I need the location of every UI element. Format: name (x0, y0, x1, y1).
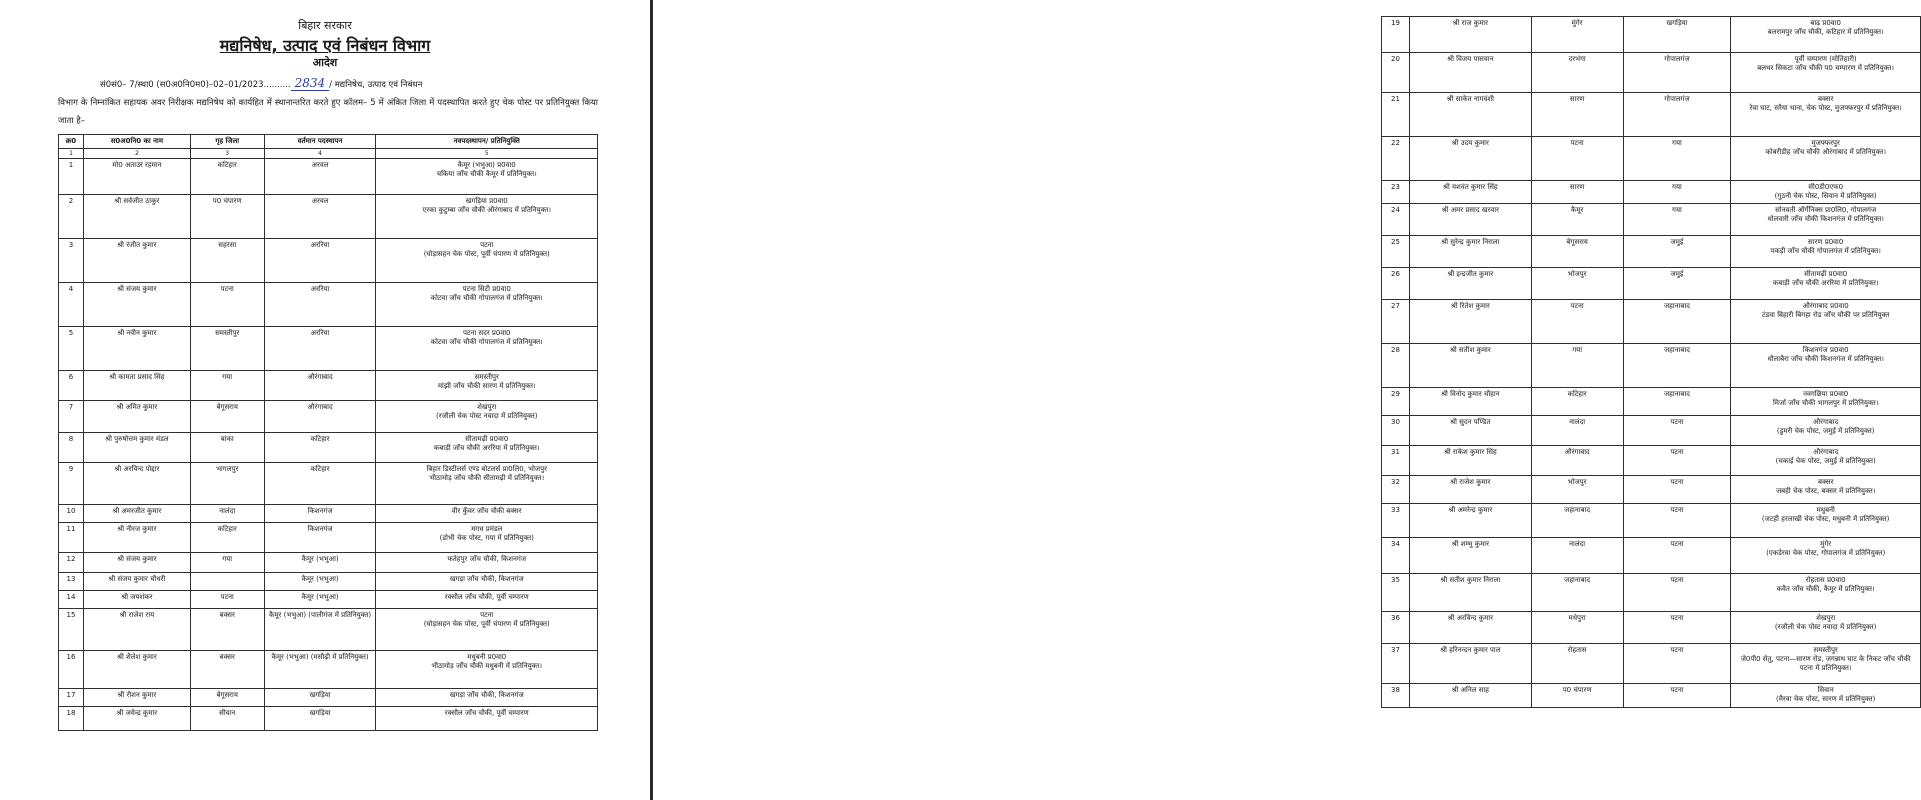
table-row (59, 609, 598, 651)
table-row (1382, 236, 1921, 268)
cell-new-posting: रोहतास प्र0वा0 कवैत जाँच चौकी, कैमूर में प्रतिनियुक्त। (1731, 574, 1921, 612)
table-row (1382, 17, 1921, 53)
table-row (59, 573, 598, 591)
cell-current-posting: पटना (1623, 476, 1731, 504)
cell-name: श्री सुरेन्द्र कुमार निराला (1409, 236, 1531, 268)
cell-serial: 15 (59, 609, 84, 651)
table-row (1382, 538, 1921, 574)
cell-serial: 22 (1382, 137, 1410, 181)
cell-serial: 28 (1382, 344, 1410, 388)
table-row (1382, 388, 1921, 416)
cell-current-posting: जमुई (1623, 268, 1731, 300)
cell-new-posting: समस्तीपुर मांझी जाँच चौकी सारण में प्रतिनियुक्त। (376, 371, 598, 401)
cell-name: श्री रितेश कुमार (1409, 300, 1531, 344)
cell-current-posting: पटना (1623, 684, 1731, 708)
cell-new-posting: सीतामढ़ी प्र0वा0 कबाड़ी जाँच चौकी अररिया में प्रतिनियुक्त। (376, 433, 598, 463)
cell-home-district: नालंदा (1531, 538, 1623, 574)
cell-current-posting: खगड़िया (1623, 17, 1731, 53)
cell-current-posting: कैमूर (भभुआ) (264, 573, 376, 591)
cell-home-district: प0 चंपारण (1531, 684, 1623, 708)
table-row (59, 707, 598, 731)
cell-name: श्री अनिल साह (1409, 684, 1531, 708)
cell-current-posting: खगड़िया (264, 689, 376, 707)
cell-home-district: भोजपुर (1531, 476, 1623, 504)
cell-name: श्री अमित कुमार (83, 401, 190, 433)
table-row (59, 327, 598, 371)
page-divider (650, 0, 653, 800)
right-document-page (655, 0, 1911, 800)
cell-new-posting: खगड़ा जाँच चौकी, किशनगंज (376, 573, 598, 591)
cell-name: श्री जयशंकर (83, 591, 190, 609)
cell-home-district: जहानाबाद (1531, 504, 1623, 538)
cell-serial: 12 (59, 553, 84, 573)
cell-home-district: गया (1531, 344, 1623, 388)
cell-home-district: कैमूर (1531, 204, 1623, 236)
cell-serial: 4 (59, 283, 84, 327)
cell-current-posting: जहानाबाद (1623, 388, 1731, 416)
cell-current-posting: कैमूर (भभुआ) (264, 591, 376, 609)
cell-serial: 20 (1382, 53, 1410, 93)
cell-home-district: बक्सर (190, 609, 264, 651)
cell-home-district: समस्तीपुर (190, 327, 264, 371)
cell-current-posting: पटना (1623, 538, 1731, 574)
cell-current-posting: कटिहार (264, 463, 376, 505)
cell-serial: 25 (1382, 236, 1410, 268)
cell-new-posting: मधुबनी (जटही हरलाखी चेक पोस्ट, मधुबनी में प्रतिनियुक्त) (1731, 504, 1921, 538)
cell-home-district: रोहतास (1531, 644, 1623, 684)
table-row (1382, 268, 1921, 300)
cell-new-posting: पटना (घोड़ासहन चेक पोस्ट, पूर्वी चंपारण में प्रतिनियुक्त) (376, 239, 598, 283)
cell-current-posting: गया (1623, 137, 1731, 181)
cell-serial: 32 (1382, 476, 1410, 504)
table-row (1382, 300, 1921, 344)
cell-home-district: सारण (1531, 93, 1623, 137)
cell-serial: 27 (1382, 300, 1410, 344)
cell-name: श्री अरविन्द पोद्दार (83, 463, 190, 505)
cell-serial: 10 (59, 505, 84, 523)
cell-serial: 36 (1382, 612, 1410, 644)
table-row (59, 463, 598, 505)
cell-current-posting: औरंगाबाद (264, 371, 376, 401)
cell-serial: 16 (59, 651, 84, 689)
cell-new-posting: किशनगंज प्र0वा0 धौलाबैरा जाँच चौकी किशनगंज में प्रतिनियुक्त। (1731, 344, 1921, 388)
cell-home-district: बक्सर (190, 651, 264, 689)
cell-name: श्री अरविन्द कुमार (1409, 612, 1531, 644)
cell-home-district: बांका (190, 433, 264, 463)
cell-serial: 24 (1382, 204, 1410, 236)
cell-home-district: कटिहार (1531, 388, 1623, 416)
cell-current-posting: जहानाबाद (1623, 344, 1731, 388)
table-row (1382, 53, 1921, 93)
cell-new-posting: औरंगाबाद (डुमरी चेक पोस्ट, जमुई में प्रतिनियुक्त) (1731, 416, 1921, 446)
table-row (59, 401, 598, 433)
col-header-name: स0अ0नि0 का नाम (83, 135, 190, 149)
cell-name: श्री शम्भु कुमार (1409, 538, 1531, 574)
cell-name: श्री राजेश राय (83, 609, 190, 651)
cell-serial: 31 (1382, 446, 1410, 476)
cell-name: श्री नवीन कुमार (83, 327, 190, 371)
government-heading: बिहार सरकार (298, 19, 352, 32)
cell-home-district: नालंदा (190, 505, 264, 523)
cell-new-posting: पटना सिटी प्र0वा0 कोटवा जाँच चौकी गोपालगंज में प्रतिनियुक्त। (376, 283, 598, 327)
table-row (59, 239, 598, 283)
cell-serial: 14 (59, 591, 84, 609)
cell-name: श्री शैलेश कुमार (83, 651, 190, 689)
cell-serial: 37 (1382, 644, 1410, 684)
cell-serial: 2 (59, 195, 84, 239)
cell-current-posting: कटिहार (264, 433, 376, 463)
cell-current-posting: गोपालगंज (1623, 93, 1731, 137)
cell-new-posting: शेखपुरा (रजौली चेक पोस्ट नवादा में प्रतिनियुक्त) (1731, 612, 1921, 644)
cell-new-posting: मधुबनी प्र0वा0 भीठामोड़ जाँच चौकी मधुबनी में प्रतिनियुक्त। (376, 651, 598, 689)
cell-new-posting: कैमूर (भभुआ) प्र0वा0 चकिया जाँच चौकी कैमूर में प्रतिनियुक्त। (376, 159, 598, 195)
cell-home-district: भागलपुर (190, 463, 264, 505)
cell-serial: 18 (59, 707, 84, 731)
cell-name: श्री सतीश कुमार (1409, 344, 1531, 388)
cell-new-posting: खगड़ा जाँच चौकी, किशनगंज (376, 689, 598, 707)
cell-home-district: गया (190, 553, 264, 573)
col-index: 5 (376, 149, 598, 159)
cell-current-posting: अरवल (264, 195, 376, 239)
cell-new-posting: रक्सौल जाँच चौकी, पूर्वी चम्पारण (376, 707, 598, 731)
cell-name: श्री राज कुमार (1409, 17, 1531, 53)
cell-new-posting: वीर कुँवर जाँच चौकी बक्सर (376, 505, 598, 523)
cell-new-posting: पटना सदर प्र0वा0 कोटवा जाँच चौकी गोपालगंज में प्रतिनियुक्त। (376, 327, 598, 371)
cell-name: श्री राकेश कुमार सिंह (1409, 446, 1531, 476)
cell-name: श्री अमरजीत कुमार (83, 505, 190, 523)
reference-prefix: सं0सं0– 7/स्था0 (स0अ0नि0म0)–02–01/2023.......... (100, 80, 291, 90)
left-document-page (0, 0, 650, 800)
cell-new-posting: बिहार डिस्टीलर्स एण्ड बोटलर्स प्रा0लि0, भोजपुर भीठामोड़ जाँच चौकी सीतामढ़ी में प्रतिनियुक्त। (376, 463, 598, 505)
cell-current-posting: पटना (1623, 644, 1731, 684)
column-index-row (59, 149, 598, 159)
cell-current-posting: जहानाबाद (1623, 300, 1731, 344)
cell-serial: 26 (1382, 268, 1410, 300)
cell-home-district: पटना (1531, 300, 1623, 344)
cell-serial: 29 (1382, 388, 1410, 416)
cell-name: श्री कामता प्रसाद सिंह (83, 371, 190, 401)
cell-new-posting: पटना (घोड़ासहन चेक पोस्ट, पूर्वी चंपारण में प्रतिनियुक्त) (376, 609, 598, 651)
cell-home-district: प0 चंपारण (190, 195, 264, 239)
cell-home-district: पटना (190, 591, 264, 609)
cell-name: श्री हरिनन्दन कुमार पाल (1409, 644, 1531, 684)
cell-current-posting: गोपालगंज (1623, 53, 1731, 93)
cell-new-posting: सारण प्र0वा0 पकड़ी जाँच चौकी गोपालगंज में प्रतिनियुक्त। (1731, 236, 1921, 268)
cell-new-posting: सिवान (मैरवा चेक पोस्ट, सारण में प्रतिनियुक्त) (1731, 684, 1921, 708)
col-index: 2 (83, 149, 190, 159)
table-header-row (59, 135, 598, 149)
cell-current-posting: पटना (1623, 574, 1731, 612)
department-heading: मद्यनिषेध, उत्पाद एवं निबंधन विभाग (219, 36, 431, 55)
cell-new-posting: नवगछिया प्र0वा0 मिर्जा जाँच चौकी भागलपुर में प्रतिनियुक्त। (1731, 388, 1921, 416)
handwritten-reference-number: 2834 (291, 76, 330, 91)
cell-current-posting: पटना (1623, 416, 1731, 446)
cell-serial: 5 (59, 327, 84, 371)
cell-home-district: औरंगाबाद (1531, 446, 1623, 476)
table-row (59, 159, 598, 195)
col-header-serial: क्र0 (59, 135, 84, 149)
table-row (1382, 574, 1921, 612)
table-row (59, 553, 598, 573)
cell-name: श्री सतीश कुमार निराला (1409, 574, 1531, 612)
cell-current-posting: अररिया (264, 283, 376, 327)
cell-serial: 21 (1382, 93, 1410, 137)
cell-current-posting: कैमूर (भभुआ) (पालीगंज में प्रतिनियुक्त) (264, 609, 376, 651)
cell-new-posting: सीतामढ़ी प्र0वा0 कबाड़ी जाँच चौकी अररिया में प्रतिनियुक्त। (1731, 268, 1921, 300)
cell-name: श्री अमरेन्द्र कुमार (1409, 504, 1531, 538)
cell-serial: 34 (1382, 538, 1410, 574)
cell-name: श्री संजय कुमार (83, 553, 190, 573)
cell-current-posting: पटना (1623, 446, 1731, 476)
cell-name: श्री विजय पासवान (1409, 53, 1531, 93)
cell-name: मो0 अताउर रहमान (83, 159, 190, 195)
cell-current-posting: कैमूर (भभुआ) (264, 553, 376, 573)
cell-new-posting: मुजफ्फरपुर कोबरीडीह जाँच चौकी औरंगाबाद में प्रतिनियुक्त। (1731, 137, 1921, 181)
cell-serial: 7 (59, 401, 84, 433)
cell-current-posting: अररिया (264, 239, 376, 283)
cell-home-district (190, 573, 264, 591)
table-row (59, 689, 598, 707)
table-row (59, 651, 598, 689)
cell-serial: 38 (1382, 684, 1410, 708)
cell-name: श्री इन्द्रजीत कुमार (1409, 268, 1531, 300)
cell-new-posting: बक्सर जबही चेक पोस्ट, बक्सर में प्रतिनियुक्त। (1731, 476, 1921, 504)
cell-current-posting: पटना (1623, 612, 1731, 644)
cell-new-posting: औरंगाबाद (चकाई चेक पोस्ट, जमुई में प्रतिनियुक्त) (1731, 446, 1921, 476)
cell-name: श्री यशवंत कुमार सिंह (1409, 181, 1531, 204)
table-row (1382, 644, 1921, 684)
cell-current-posting: अरवल (264, 159, 376, 195)
cell-serial: 35 (1382, 574, 1410, 612)
table-row (59, 371, 598, 401)
cell-home-district: बेगूसराय (190, 689, 264, 707)
cell-current-posting: गया (1623, 204, 1731, 236)
table-row (1382, 137, 1921, 181)
cell-new-posting: मगध प्रमंडल (डोभी चेक पोस्ट, गया में प्रतिनियुक्त) (376, 523, 598, 553)
cell-serial: 19 (1382, 17, 1410, 53)
cell-name: श्री संजय कुमार चौधरी (83, 573, 190, 591)
cell-serial: 3 (59, 239, 84, 283)
transfer-table-part-2 (1381, 16, 1921, 708)
cell-new-posting: पूर्वी चम्पारण (मोतिहारी) बलथर सिकटा जाँच चौकी प0 चम्पारण में प्रतिनियुक्त। (1731, 53, 1921, 93)
cell-serial: 13 (59, 573, 84, 591)
table-row (59, 523, 598, 553)
cell-new-posting: रक्सौल जाँच चौकी, पूर्वी चम्पारण (376, 591, 598, 609)
cell-name: श्री पुरुषोत्तम कुमार मंडल (83, 433, 190, 463)
table-row (59, 195, 598, 239)
cell-name: श्री रौशन कुमार (83, 689, 190, 707)
cell-current-posting: अररिया (264, 327, 376, 371)
cell-name: श्री नीरज कुमार (83, 523, 190, 553)
cell-home-district: सहरसा (190, 239, 264, 283)
cell-new-posting: मुंगेर (एकडेरवा चेक पोस्ट, गोपालगंज में प्रतिनियुक्त) (1731, 538, 1921, 574)
cell-name: श्री उदय कुमार (1409, 137, 1531, 181)
col-header-new-posting: नवपदस्थापन/ प्रतिनियुक्ति (376, 135, 598, 149)
cell-name: श्री रंजीत कुमार (83, 239, 190, 283)
cell-home-district: बेगूसराय (190, 401, 264, 433)
order-body-text: विभाग के निम्नांकित सहायक अवर निरीक्षक मद्यनिषेध को कार्यहित में स्थानान्तरित करते हुए कॉलम– 5 में अंकित जिला में पदस्थापित करते हुए चेक पोस्ट पर प्रतिनियुक्त किया जाता है– (58, 98, 598, 126)
cell-new-posting: समस्तीपुर जे0पी0 सेतु, पटना—सारण रोड, जगन्नाथ घाट के निकट जाँच चौकी पटना में प्रतिनियुक्त। (1731, 644, 1921, 684)
table-row (59, 433, 598, 463)
cell-name: श्री राजेश कुमार (1409, 476, 1531, 504)
cell-name: श्री सर्वजीत ठाकुर (83, 195, 190, 239)
table-row (1382, 612, 1921, 644)
cell-new-posting: सी0डी0एफ0 (गुठनी चेक पोस्ट, सिवान में प्रतिनियुक्त) (1731, 181, 1921, 204)
cell-name: श्री विनोद कुमार चौहान (1409, 388, 1531, 416)
cell-new-posting: फतेहपुर जाँच चौकी, किशनगंज (376, 553, 598, 573)
table-row (59, 283, 598, 327)
cell-home-district: पटना (190, 283, 264, 327)
cell-home-district: कटिहार (190, 523, 264, 553)
cell-home-district: जहानाबाद (1531, 574, 1623, 612)
cell-serial: 30 (1382, 416, 1410, 446)
cell-name: श्री संजय कुमार (83, 283, 190, 327)
cell-serial: 33 (1382, 504, 1410, 538)
cell-current-posting: किशनगंज (264, 505, 376, 523)
cell-serial: 23 (1382, 181, 1410, 204)
cell-new-posting: बक्सर रेवा घाट, सरैया थाना, चेक पोस्ट, मुजफ्फरपुर में प्रतिनियुक्त। (1731, 93, 1921, 137)
reference-line (58, 74, 598, 94)
cell-serial: 8 (59, 433, 84, 463)
cell-new-posting: शेखपुरा (रजौली चेक पोस्ट नवादा में प्रतिनियुक्त) (376, 401, 598, 433)
table-row (1382, 93, 1921, 137)
transfer-table-part-1 (58, 134, 598, 731)
cell-home-district: मधेपुरा (1531, 612, 1623, 644)
order-heading: आदेश (312, 56, 338, 69)
order-paragraph (58, 74, 598, 130)
cell-home-district: सीवान (190, 707, 264, 731)
table-row (1382, 204, 1921, 236)
cell-current-posting: औरंगाबाद (264, 401, 376, 433)
cell-name: श्री अमर प्रसाद खरवार (1409, 204, 1531, 236)
cell-serial: 17 (59, 689, 84, 707)
cell-serial: 6 (59, 371, 84, 401)
cell-home-district: नालंदा (1531, 416, 1623, 446)
cell-new-posting: सोनवती ऑर्गेनिक्स प्रा0लि0, गोपालगंज धोलवारी जाँच चौकी किशनगंज में प्रतिनियुक्त। (1731, 204, 1921, 236)
cell-current-posting: कैमूर (भभुआ) (मसौढ़ी में प्रतिनियुक्त) (264, 651, 376, 689)
cell-name: श्री सुदन पण्डित (1409, 416, 1531, 446)
reference-suffix: / मद्यनिषेध, उत्पाद एवं निबंधन (329, 80, 423, 90)
cell-serial: 1 (59, 159, 84, 195)
col-header-home-district: गृह जिला (190, 135, 264, 149)
cell-current-posting: किशनगंज (264, 523, 376, 553)
col-index: 4 (264, 149, 376, 159)
cell-current-posting: पटना (1623, 504, 1731, 538)
table-row (1382, 416, 1921, 446)
table-row (1382, 684, 1921, 708)
cell-home-district: दरभंगा (1531, 53, 1623, 93)
cell-home-district: गया (190, 371, 264, 401)
cell-home-district: पटना (1531, 137, 1623, 181)
table-row (1382, 476, 1921, 504)
table-row (1382, 446, 1921, 476)
cell-new-posting: बाढ़ प्र0वा0 बलरामपुर जाँच चौकी, कटिहार में प्रतिनियुक्त। (1731, 17, 1921, 53)
cell-current-posting: जमुई (1623, 236, 1731, 268)
cell-home-district: सारण (1531, 181, 1623, 204)
cell-new-posting: खगड़िया प्र0वा0 एरका कुटुम्बा जाँच चौकी औरंगाबाद में प्रतिनियुक्त। (376, 195, 598, 239)
cell-home-district: मुंगेर (1531, 17, 1623, 53)
cell-name: श्री साकेत नागवंशी (1409, 93, 1531, 137)
cell-serial: 9 (59, 463, 84, 505)
cell-home-district: भोजपुर (1531, 268, 1623, 300)
table-row (59, 505, 598, 523)
table-row (59, 591, 598, 609)
cell-name: श्री जयेन्द्र कुमार (83, 707, 190, 731)
table-row (1382, 181, 1921, 204)
cell-home-district: बेगूसराय (1531, 236, 1623, 268)
cell-new-posting: औरंगाबाद प्र0वा0 टंडवा बिहारी बिगहा रोड जाँच चौकी पर प्रतिनियुक्त (1731, 300, 1921, 344)
table-row (1382, 504, 1921, 538)
cell-current-posting: गया (1623, 181, 1731, 204)
table-row (1382, 344, 1921, 388)
col-index: 3 (190, 149, 264, 159)
cell-current-posting: खगड़िया (264, 707, 376, 731)
cell-serial: 11 (59, 523, 84, 553)
col-header-current-posting: वर्तमान पदस्थापन (264, 135, 376, 149)
cell-home-district: कटिहार (190, 159, 264, 195)
col-index: 1 (59, 149, 84, 159)
